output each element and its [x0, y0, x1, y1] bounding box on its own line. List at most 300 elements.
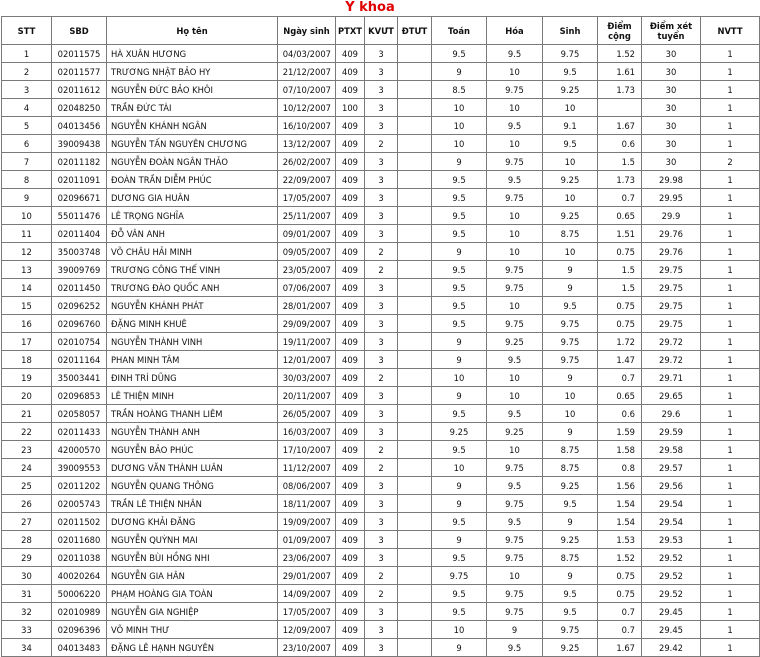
table-row [2, 351, 760, 369]
stt-cell: 26 [2, 495, 52, 513]
table-row [2, 171, 760, 189]
kvut-cell: 3 [365, 549, 398, 567]
sinh-cell: 10 [543, 99, 598, 117]
kvut-cell: 3 [365, 639, 398, 657]
dob-cell: 29/01/2007 [278, 567, 336, 585]
dob-cell: 01/09/2007 [278, 531, 336, 549]
kvut-cell: 3 [365, 531, 398, 549]
sinh-cell: 9.5 [543, 603, 598, 621]
hoa-cell: 10 [487, 387, 543, 405]
kvut-cell: 3 [365, 405, 398, 423]
ptxt-cell: 409 [336, 333, 365, 351]
stt-cell: 2 [2, 63, 52, 81]
kvut-cell: 2 [365, 441, 398, 459]
stt-cell: 30 [2, 567, 52, 585]
hoa-cell: 9.5 [487, 171, 543, 189]
sbd-cell: 02011680 [52, 531, 107, 549]
kvut-cell: 3 [365, 333, 398, 351]
name-cell: ĐẶNG MINH KHUÊ [107, 315, 278, 333]
header-hoa: Hóa [487, 17, 543, 45]
nvtt-cell: 1 [701, 243, 760, 261]
stt-cell: 1 [2, 45, 52, 63]
diem-xet-tuyen-cell: 30 [642, 63, 701, 81]
ptxt-cell: 409 [336, 477, 365, 495]
sbd-cell: 02011433 [52, 423, 107, 441]
ptxt-cell: 409 [336, 243, 365, 261]
name-cell: NGUYỄN GIA HÂN [107, 567, 278, 585]
sinh-cell: 9 [543, 567, 598, 585]
dtut-cell [398, 585, 432, 603]
table-row [2, 189, 760, 207]
dob-cell: 23/06/2007 [278, 549, 336, 567]
name-cell: PHAN MINH TÂM [107, 351, 278, 369]
name-cell: VÕ CHÂU HẢI MINH [107, 243, 278, 261]
name-cell: NGUYỄN QUỲNH MAI [107, 531, 278, 549]
sinh-cell: 9.75 [543, 45, 598, 63]
toan-cell: 10 [432, 369, 487, 387]
diem-xet-tuyen-cell: 29.45 [642, 603, 701, 621]
toan-cell: 9.5 [432, 297, 487, 315]
toan-cell: 9.5 [432, 441, 487, 459]
nvtt-cell: 1 [701, 603, 760, 621]
stt-cell: 31 [2, 585, 52, 603]
diem-cong-cell: 0.7 [598, 603, 642, 621]
dtut-cell [398, 117, 432, 135]
dob-cell: 18/11/2007 [278, 495, 336, 513]
kvut-cell: 2 [365, 243, 398, 261]
sinh-cell: 9 [543, 423, 598, 441]
stt-cell: 12 [2, 243, 52, 261]
name-cell: NGUYỄN THÀNH ANH [107, 423, 278, 441]
sbd-cell: 02058057 [52, 405, 107, 423]
hoa-cell: 10 [487, 243, 543, 261]
sbd-cell: 35003441 [52, 369, 107, 387]
header-stt: STT [2, 17, 52, 45]
name-cell: DƯƠNG VĂN THÀNH LUÂN [107, 459, 278, 477]
stt-cell: 27 [2, 513, 52, 531]
sinh-cell: 9.25 [543, 81, 598, 99]
stt-cell: 23 [2, 441, 52, 459]
sbd-cell: 02048250 [52, 99, 107, 117]
hoa-cell: 9.75 [487, 189, 543, 207]
diem-xet-tuyen-cell: 29.58 [642, 441, 701, 459]
diem-cong-cell: 1.51 [598, 225, 642, 243]
sbd-cell: 02011502 [52, 513, 107, 531]
dtut-cell [398, 225, 432, 243]
diem-cong-cell: 1.54 [598, 495, 642, 513]
kvut-cell: 2 [365, 585, 398, 603]
diem-xet-tuyen-cell: 29.56 [642, 477, 701, 495]
ptxt-cell: 409 [336, 585, 365, 603]
sbd-cell: 02096396 [52, 621, 107, 639]
kvut-cell: 3 [365, 621, 398, 639]
diem-cong-cell: 0.7 [598, 189, 642, 207]
sinh-cell: 10 [543, 153, 598, 171]
stt-cell: 17 [2, 333, 52, 351]
dtut-cell [398, 369, 432, 387]
kvut-cell: 3 [365, 45, 398, 63]
results-table [1, 16, 760, 657]
stt-cell: 7 [2, 153, 52, 171]
nvtt-cell: 1 [701, 405, 760, 423]
ptxt-cell: 409 [336, 135, 365, 153]
dob-cell: 28/01/2007 [278, 297, 336, 315]
ptxt-cell: 409 [336, 351, 365, 369]
dob-cell: 08/06/2007 [278, 477, 336, 495]
dtut-cell [398, 621, 432, 639]
nvtt-cell: 1 [701, 315, 760, 333]
sbd-cell: 02096671 [52, 189, 107, 207]
kvut-cell: 2 [365, 261, 398, 279]
diem-cong-cell: 1.58 [598, 441, 642, 459]
nvtt-cell: 1 [701, 477, 760, 495]
sinh-cell: 8.75 [543, 225, 598, 243]
stt-cell: 8 [2, 171, 52, 189]
diem-cong-cell: 0.75 [598, 567, 642, 585]
name-cell: NGUYỄN KHÁNH PHÁT [107, 297, 278, 315]
header-diem-xet-tuyen: Điểm xét tuyển [642, 17, 701, 45]
kvut-cell: 2 [365, 135, 398, 153]
ptxt-cell: 409 [336, 153, 365, 171]
diem-xet-tuyen-cell: 29.65 [642, 387, 701, 405]
toan-cell: 9 [432, 243, 487, 261]
toan-cell: 10 [432, 99, 487, 117]
hoa-cell: 9.5 [487, 45, 543, 63]
toan-cell: 9 [432, 477, 487, 495]
dob-cell: 13/12/2007 [278, 135, 336, 153]
ptxt-cell: 409 [336, 279, 365, 297]
hoa-cell: 10 [487, 99, 543, 117]
diem-xet-tuyen-cell: 29.59 [642, 423, 701, 441]
kvut-cell: 3 [365, 477, 398, 495]
ptxt-cell: 409 [336, 63, 365, 81]
diem-xet-tuyen-cell: 29.76 [642, 225, 701, 243]
toan-cell: 9.25 [432, 423, 487, 441]
nvtt-cell: 1 [701, 639, 760, 657]
dob-cell: 07/10/2007 [278, 81, 336, 99]
diem-xet-tuyen-cell: 30 [642, 99, 701, 117]
diem-cong-cell: 1.67 [598, 117, 642, 135]
diem-xet-tuyen-cell: 30 [642, 117, 701, 135]
ptxt-cell: 409 [336, 405, 365, 423]
sbd-cell: 39009553 [52, 459, 107, 477]
dtut-cell [398, 459, 432, 477]
name-cell: NGUYỄN ĐOÀN NGÂN THẢO [107, 153, 278, 171]
sbd-cell: 55011476 [52, 207, 107, 225]
kvut-cell: 3 [365, 225, 398, 243]
table-body [2, 45, 760, 657]
diem-cong-cell: 1.67 [598, 639, 642, 657]
dob-cell: 30/03/2007 [278, 369, 336, 387]
dob-cell: 20/11/2007 [278, 387, 336, 405]
sbd-cell: 50006220 [52, 585, 107, 603]
dob-cell: 21/12/2007 [278, 63, 336, 81]
name-cell: NGUYỄN THÀNH VINH [107, 333, 278, 351]
header-row [2, 17, 760, 45]
header-nvtt: NVTT [701, 17, 760, 45]
header-ho-ten: Họ tên [107, 17, 278, 45]
diem-xet-tuyen-cell: 29.98 [642, 171, 701, 189]
diem-cong-cell: 1.56 [598, 477, 642, 495]
sbd-cell: 04013483 [52, 639, 107, 657]
nvtt-cell: 1 [701, 549, 760, 567]
diem-xet-tuyen-cell: 29.76 [642, 243, 701, 261]
table-row [2, 639, 760, 657]
toan-cell: 9.75 [432, 567, 487, 585]
diem-xet-tuyen-cell: 29.95 [642, 189, 701, 207]
sbd-cell: 02011091 [52, 171, 107, 189]
dob-cell: 09/05/2007 [278, 243, 336, 261]
stt-cell: 14 [2, 279, 52, 297]
diem-cong-cell: 0.6 [598, 135, 642, 153]
ptxt-cell: 409 [336, 45, 365, 63]
diem-cong-cell: 1.47 [598, 351, 642, 369]
stt-cell: 22 [2, 423, 52, 441]
header-diem-cong: Điểm cộng [598, 17, 642, 45]
sbd-cell: 39009438 [52, 135, 107, 153]
dob-cell: 14/09/2007 [278, 585, 336, 603]
stt-cell: 19 [2, 369, 52, 387]
stt-cell: 34 [2, 639, 52, 657]
toan-cell: 10 [432, 459, 487, 477]
dtut-cell [398, 405, 432, 423]
toan-cell: 9.5 [432, 513, 487, 531]
diem-xet-tuyen-cell: 29.45 [642, 621, 701, 639]
toan-cell: 9.5 [432, 549, 487, 567]
sinh-cell: 10 [543, 387, 598, 405]
name-cell: TRƯƠNG ĐÀO QUỐC ANH [107, 279, 278, 297]
name-cell: ĐOÀN TRẦN DIỄM PHÚC [107, 171, 278, 189]
kvut-cell: 2 [365, 567, 398, 585]
sbd-cell: 02096252 [52, 297, 107, 315]
nvtt-cell: 1 [701, 585, 760, 603]
stt-cell: 33 [2, 621, 52, 639]
dtut-cell [398, 171, 432, 189]
dtut-cell [398, 189, 432, 207]
toan-cell: 9.5 [432, 261, 487, 279]
stt-cell: 21 [2, 405, 52, 423]
table-row [2, 117, 760, 135]
diem-cong-cell: 0.65 [598, 207, 642, 225]
dtut-cell [398, 603, 432, 621]
name-cell: NGUYỄN KHÁNH NGÂN [107, 117, 278, 135]
name-cell: NGUYỄN BẢO PHÚC [107, 441, 278, 459]
diem-xet-tuyen-cell: 29.52 [642, 567, 701, 585]
kvut-cell: 3 [365, 207, 398, 225]
header-kvut: KVƯT [365, 17, 398, 45]
name-cell: HÀ XUÂN HƯƠNG [107, 45, 278, 63]
nvtt-cell: 1 [701, 513, 760, 531]
nvtt-cell: 1 [701, 99, 760, 117]
name-cell: ĐỖ VÂN ANH [107, 225, 278, 243]
diem-xet-tuyen-cell: 30 [642, 153, 701, 171]
ptxt-cell: 409 [336, 639, 365, 657]
nvtt-cell: 1 [701, 81, 760, 99]
table-row [2, 405, 760, 423]
sbd-cell: 04013456 [52, 117, 107, 135]
table-row [2, 567, 760, 585]
diem-xet-tuyen-cell: 29.54 [642, 513, 701, 531]
dtut-cell [398, 531, 432, 549]
name-cell: TRẦN HOÀNG THANH LIÊM [107, 405, 278, 423]
hoa-cell: 10 [487, 135, 543, 153]
diem-xet-tuyen-cell: 29.9 [642, 207, 701, 225]
diem-cong-cell: 1.53 [598, 531, 642, 549]
toan-cell: 9.5 [432, 315, 487, 333]
sbd-cell: 02011612 [52, 81, 107, 99]
dtut-cell [398, 315, 432, 333]
toan-cell: 9 [432, 333, 487, 351]
hoa-cell: 9.5 [487, 405, 543, 423]
sinh-cell: 9.1 [543, 117, 598, 135]
stt-cell: 3 [2, 81, 52, 99]
toan-cell: 9.5 [432, 405, 487, 423]
kvut-cell: 3 [365, 423, 398, 441]
dtut-cell [398, 81, 432, 99]
nvtt-cell: 1 [701, 279, 760, 297]
kvut-cell: 3 [365, 189, 398, 207]
diem-xet-tuyen-cell: 30 [642, 45, 701, 63]
ptxt-cell: 409 [336, 423, 365, 441]
diem-cong-cell: 0.8 [598, 459, 642, 477]
hoa-cell: 9.5 [487, 639, 543, 657]
dob-cell: 26/02/2007 [278, 153, 336, 171]
diem-xet-tuyen-cell: 30 [642, 135, 701, 153]
hoa-cell: 9.75 [487, 603, 543, 621]
toan-cell: 8.5 [432, 81, 487, 99]
toan-cell: 9.5 [432, 207, 487, 225]
hoa-cell: 9.75 [487, 153, 543, 171]
ptxt-cell: 409 [336, 531, 365, 549]
nvtt-cell: 1 [701, 423, 760, 441]
ptxt-cell: 409 [336, 567, 365, 585]
sinh-cell: 10 [543, 189, 598, 207]
sinh-cell: 9 [543, 279, 598, 297]
diem-xet-tuyen-cell: 29.53 [642, 531, 701, 549]
ptxt-cell: 409 [336, 225, 365, 243]
stt-cell: 32 [2, 603, 52, 621]
stt-cell: 15 [2, 297, 52, 315]
dtut-cell [398, 207, 432, 225]
toan-cell: 9 [432, 495, 487, 513]
nvtt-cell: 1 [701, 621, 760, 639]
dtut-cell [398, 477, 432, 495]
name-cell: ĐẶNG LÊ HẠNH NGUYÊN [107, 639, 278, 657]
toan-cell: 9 [432, 63, 487, 81]
hoa-cell: 10 [487, 225, 543, 243]
name-cell: NGUYỄN QUANG THÔNG [107, 477, 278, 495]
sbd-cell: 02011450 [52, 279, 107, 297]
hoa-cell: 9.75 [487, 81, 543, 99]
name-cell: TRƯƠNG CÔNG THẾ VINH [107, 261, 278, 279]
table-row [2, 477, 760, 495]
table-row [2, 585, 760, 603]
hoa-cell: 9.5 [487, 513, 543, 531]
table-row [2, 99, 760, 117]
toan-cell: 9.5 [432, 279, 487, 297]
name-cell: NGUYỄN ĐỨC BẢO KHÔI [107, 81, 278, 99]
dtut-cell [398, 63, 432, 81]
kvut-cell: 3 [365, 297, 398, 315]
dob-cell: 25/11/2007 [278, 207, 336, 225]
hoa-cell: 9.75 [487, 585, 543, 603]
table-row [2, 315, 760, 333]
nvtt-cell: 1 [701, 297, 760, 315]
table-row [2, 225, 760, 243]
diem-xet-tuyen-cell: 29.72 [642, 333, 701, 351]
hoa-cell: 9.25 [487, 423, 543, 441]
dob-cell: 23/05/2007 [278, 261, 336, 279]
nvtt-cell: 2 [701, 153, 760, 171]
dob-cell: 17/10/2007 [278, 441, 336, 459]
sinh-cell: 9.5 [543, 585, 598, 603]
sbd-cell: 39009769 [52, 261, 107, 279]
hoa-cell: 10 [487, 441, 543, 459]
diem-cong-cell: 1.5 [598, 261, 642, 279]
toan-cell: 9.5 [432, 225, 487, 243]
sinh-cell: 9 [543, 261, 598, 279]
sinh-cell: 9 [543, 369, 598, 387]
sinh-cell: 10 [543, 405, 598, 423]
sinh-cell: 8.75 [543, 459, 598, 477]
diem-cong-cell: 0.75 [598, 315, 642, 333]
sbd-cell: 40020264 [52, 567, 107, 585]
table-row [2, 387, 760, 405]
toan-cell: 10 [432, 621, 487, 639]
ptxt-cell: 409 [336, 369, 365, 387]
dtut-cell [398, 45, 432, 63]
diem-cong-cell: 0.65 [598, 387, 642, 405]
sinh-cell: 9.25 [543, 477, 598, 495]
ptxt-cell: 409 [336, 171, 365, 189]
nvtt-cell: 1 [701, 171, 760, 189]
nvtt-cell: 1 [701, 225, 760, 243]
table-row [2, 243, 760, 261]
nvtt-cell: 1 [701, 351, 760, 369]
sinh-cell: 9.25 [543, 531, 598, 549]
diem-cong-cell: 1.52 [598, 45, 642, 63]
diem-cong-cell: 1.54 [598, 513, 642, 531]
sinh-cell: 9.75 [543, 621, 598, 639]
table-row [2, 297, 760, 315]
sinh-cell: 9.5 [543, 297, 598, 315]
name-cell: VÕ MINH THƯ [107, 621, 278, 639]
toan-cell: 9 [432, 639, 487, 657]
stt-cell: 5 [2, 117, 52, 135]
diem-xet-tuyen-cell: 29.75 [642, 297, 701, 315]
ptxt-cell: 409 [336, 513, 365, 531]
hoa-cell: 10 [487, 297, 543, 315]
ptxt-cell: 409 [336, 117, 365, 135]
diem-cong-cell: 1.5 [598, 153, 642, 171]
dob-cell: 12/09/2007 [278, 621, 336, 639]
toan-cell: 9.5 [432, 171, 487, 189]
sbd-cell: 02096760 [52, 315, 107, 333]
kvut-cell: 3 [365, 171, 398, 189]
hoa-cell: 9.25 [487, 333, 543, 351]
diem-cong-cell: 1.61 [598, 63, 642, 81]
sbd-cell: 02011038 [52, 549, 107, 567]
name-cell: LÊ THIỆN MINH [107, 387, 278, 405]
sbd-cell: 02011404 [52, 225, 107, 243]
dtut-cell [398, 99, 432, 117]
diem-xet-tuyen-cell: 29.72 [642, 351, 701, 369]
ptxt-cell: 409 [336, 189, 365, 207]
name-cell: TRƯƠNG NHẬT BẢO HY [107, 63, 278, 81]
diem-xet-tuyen-cell: 29.75 [642, 261, 701, 279]
sinh-cell: 9 [543, 513, 598, 531]
hoa-cell: 10 [487, 63, 543, 81]
